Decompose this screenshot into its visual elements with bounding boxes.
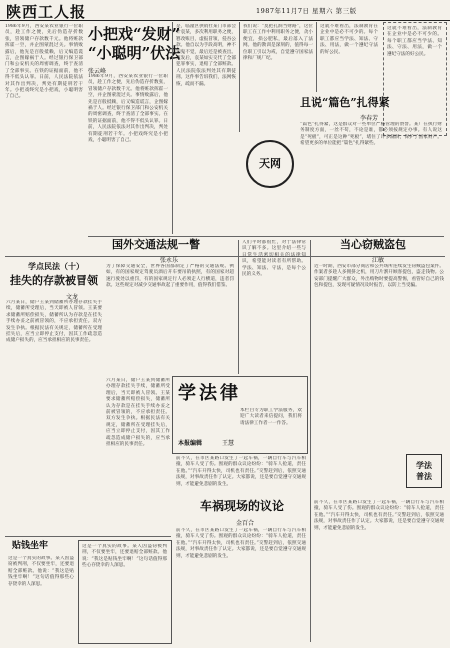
article-a9-feature-editor: 王慧 [222,440,235,447]
article-a7-body: 为了保障交通安全，世界各国都制定了严格的交通法规。例如，有的国家规定驾驶员酒后开车要吊销执照，有的国家对超速行驶处以重罚，有的国家规定行人必须走人行横道，违者罚款。这些规定对减少交通事故起了重要作用，值得我们借鉴。 [106,264,234,289]
article-a1-title-1: 小把戏“发财” [88,25,181,43]
stamp-graphic: 天网 [246,140,294,188]
column-rule [310,500,311,642]
article-a2-body: 是，临潼区供销社某门市部会计袁某，多次利用职务之便，篡改账目，虚报冒领，侵吞公款。他自以为手段高明，神不知鬼不觉，最后还是被查出。案发后，袁某如实交代了全部犯罪事实，退赔了全部赃款。人民法院依法判处其有期徒刑。这件事告诉我们，法网恢恢，疏而不漏。 [176,24,236,87]
article-a1-title-2: “小聪明”伏法 [88,44,181,62]
article-a12-body-boxed: 这是一个真实的故事。某人因盗窃被判刑，不仅要坐牢，还要退赔全部赃款。他说：“我这是贴钱坐牢啊！”这句话值得那些心存侥幸的人深思。 [82,544,167,569]
article-a1-author: 张云峰 [88,68,107,75]
article-a4-body-right: 这就不难看出，法制教育在企业中是必不可少的。每个职工都应当学法、知法、守法、用法，做一个遵纪守法的好公民。 [387,26,442,57]
article-a7-title: 国外交通法规一瞥 [112,238,200,251]
section-rule [5,536,171,537]
article-a3-body: 我们说：“莫把孔洞当财路”，这位职工在工作中利用职务之便，贪小便宜，损公肥私，最后落入了法网。他的教训是深刻的，值得每一位职工引以为戒，自觉遵守国家法律和厂规厂纪。 [243,24,313,62]
article-a7-author: 张永乐 [160,257,179,264]
article-a4-body: 这就不难看出，法制教育在企业中是必不可少的。每个职工都应当学法、知法、守法、用法，做一个遵纪守法的好公民。 [320,24,378,55]
article-a11-subtitle: 挂失的存款被冒领 [10,274,98,287]
article-a5-body: “篇色”扎得紧，这是群众对一些单位严格管理的赞誉。某厂在执行财务制度方面，一丝不苟，不论是谁，都必须按规定办事。有人说这是“死板”，可正是这种“死板”，堵住了许多漏洞，保护了国家财产。希望更多的单位能把“篇色”扎得紧些。 [300,122,442,147]
article-a6-body: 近一时期，西安市部分商店和公共场所连续发生窃贼盗包案件。作案者多趁人多拥挤之机，用刀片割开顾客提包，盗走钱物。公安部门提醒广大群众，外出购物时要提高警惕，看管好自己的钱包和提包，发现可疑情况及时报告，以防上当受骗。 [314,264,444,289]
article-a11-body: 六月某日，储户王某到储蓄所办理存款挂失手续，储蓄所受理后，当天即被人冒领。王某要求储蓄所赔偿损失，储蓄所认为存款是在挂失手续办妥之前被冒领的，不应承担责任。双方发生争执。根据民法有关规定，储蓄所在受理挂失后，应当立即停止支付，因其工作疏忽造成储户损失的，应当承担相应的民事责任。 [6,300,102,344]
article-a1-body-right: 1986年9月，西安某农业银行一位职员，趁工作之便，先后伪造存折数张，冒领储户存款数千元。他将赃款挥霍一空，并企图蒙混过关。事情败露后，他先是百般抵赖，后又编造谎言，企图嫁祸于人。经过银行保卫部门和公安机关的周密调查，终于查清了全部事实。在铁的证据面前，他不得不低头认罪。日前，人民法院依法对其作出判决，判处有期徒刑若干年。小把戏终究是小把戏，小聪明害了自己。 [88,74,168,144]
article-a10-body-left: 前不久，在市区某路口发生了一起车祸，一辆自行车与汽车相撞，骑车人受了伤。围观的群众议论纷纷：“骑车人抢道，责任在他。”“汽车开得太快，司机也有责任。”交警赶到后，依照交通法规，对事故责任作了认定。大家都说，还是要自觉遵守交通规则，才能避免悲剧的发生。 [176,456,306,487]
article-a11-body-continued: 六月某日，储户王某到储蓄所办理存款挂失手续，储蓄所受理后，当天即被人冒领。王某要求储蓄所赔偿损失，储蓄所认为存款是在挂失手续办妥之前被冒领的，不应承担责任。双方发生争执。根据民法有关规定，储蓄所在受理挂失后，应当立即停止支付，因其工作疏忽造成储户损失的，应当承担相应的民事责任。 [106,378,170,448]
article-a12-body: 这是一个真实的故事。某人因盗窃被判刑，不仅要坐牢，还要退赔全部赃款。他说：“我这是贴钱坐牢啊！”这句话值得那些心存侥幸的人深思。 [8,556,74,587]
column-rule [310,240,311,500]
article-a11-title: 学点民法（十） [28,261,84,271]
article-a5-title: 且说“篇色”扎得紧 [300,96,390,109]
article-a8-body: 人们平时都很忙，对于法律常识了解不多。这里介绍一些与日常生活密切相关的法律知识，希望能对读者有所帮助。学法、知法、守法，是每个公民的义务。 [242,240,306,278]
article-a9-feature-label: 本报编辑 [178,440,203,447]
article-a6-title: 当心窃贼盗包 [340,238,406,251]
article-a10-title: 车祸现场的议论 [200,499,285,513]
article-a10-body-right: 前不久，在市区某路口发生了一起车祸，一辆自行车与汽车相撞，骑车人受了伤。围观的群众议论纷纷：“骑车人抢道，责任在他。”“汽车开得太快，司机也有责任。”交警赶到后，依照交通法规，对事故责任作了认定。大家都说，还是要自觉遵守交通规则，才能避免悲剧的发生。 [314,500,444,531]
article-a12-title: 贴钱坐牢 [12,541,49,551]
section-rule [88,236,444,237]
column-rule [316,22,317,92]
article-a10-author: 金百合 [236,520,255,527]
masthead: 陕西工人报 [6,3,87,21]
seal-graphic: 学法 普法 [406,454,442,488]
article-a6-author: 江敏 [372,257,385,264]
article-a9-title: 学法律 [178,383,241,404]
article-a5-author: 李春芳 [360,115,379,122]
article-a10-body: 前不久，在市区某路口发生了一起车祸，一辆自行车与汽车相撞，骑车人受了伤。围观的群众议论纷纷：“骑车人抢道，责任在他。”“汽车开得太快，司机也有责任。”交警赶到后，依照交通法规，对事故责任作了认定。大家都说，还是要自觉遵守交通规则，才能避免悲剧的发生。 [176,528,306,559]
date-line: 1987年11月7日 星期六 第三版 [256,7,357,15]
column-rule [238,240,239,374]
article-a11-author: 文龙 [66,294,79,301]
article-a1-body-left: 1986年9月，西安某农业银行一位职员，趁工作之便，先后伪造存折数张，冒领储户存款数千元。他将赃款挥霍一空，并企图蒙混过关。事情败露后，他先是百般抵赖，后又编造谎言，企图嫁祸于人。经过银行保卫部门和公安机关的周密调查，终于查清了全部事实。在铁的证据面前，他不得不低头认罪。日前，人民法院依法对其作出判决，判处有期徒刑若干年。小把戏终究是小把戏，小聪明害了自己。 [5,24,83,100]
column-rule [172,22,173,234]
masthead-bar [0,0,450,21]
article-a9-body: 本栏目专为职工学法服务，欢迎广大读者来信提问，我们将请法律工作者一一作答。 [240,408,302,426]
column-rule [239,22,240,132]
